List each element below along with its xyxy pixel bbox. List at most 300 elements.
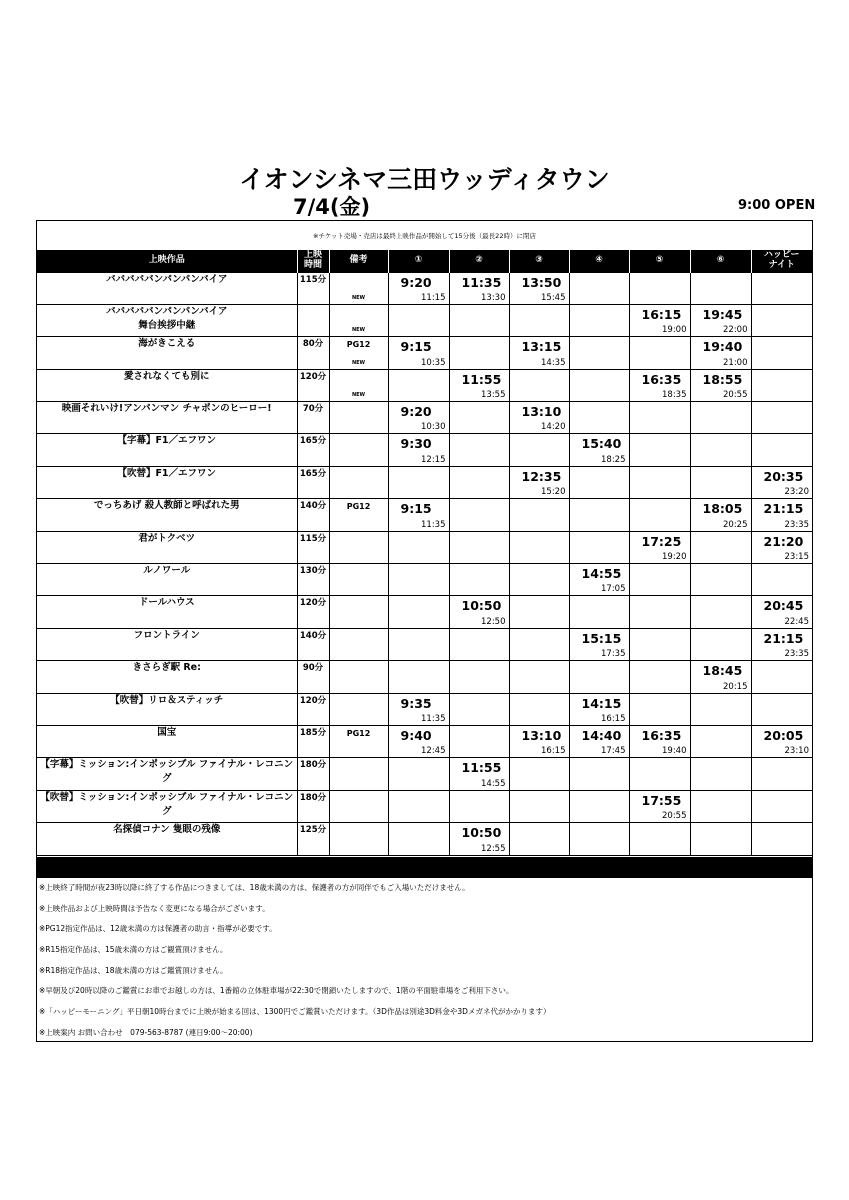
table-row bbox=[37, 596, 812, 628]
showtime-cell bbox=[388, 564, 449, 596]
showtime-cell bbox=[690, 823, 751, 855]
movie-notes bbox=[329, 693, 388, 725]
showtime-cell bbox=[509, 304, 569, 336]
showtime-cell[interactable] bbox=[751, 725, 812, 757]
showtime-cell bbox=[690, 272, 751, 304]
showtime-cell bbox=[388, 823, 449, 855]
showtime-cell bbox=[629, 272, 690, 304]
start-time: 19:40 bbox=[702, 339, 743, 355]
table-row bbox=[37, 304, 812, 336]
showtime-cell[interactable] bbox=[388, 337, 449, 369]
start-time: 18:55 bbox=[702, 371, 743, 387]
rating-badge: PG12 bbox=[346, 340, 371, 350]
start-time: 20:45 bbox=[763, 598, 804, 614]
movie-title: 【吹替】F1／エフワン bbox=[37, 466, 297, 498]
showtime-cell[interactable] bbox=[690, 499, 751, 531]
end-time: 10:35 bbox=[421, 357, 446, 368]
table-header-row bbox=[37, 250, 812, 272]
movie-notes bbox=[329, 758, 388, 790]
rating-badge: PG12 bbox=[346, 728, 371, 738]
showtime-cell bbox=[388, 628, 449, 660]
showtime-cell bbox=[449, 434, 509, 466]
footnote: ※上映作品および上映時間は予告なく変更になる場合がございます。 bbox=[39, 903, 270, 913]
showtime-cell[interactable] bbox=[751, 466, 812, 498]
start-time: 9:35 bbox=[400, 695, 432, 711]
showtime-cell bbox=[629, 402, 690, 434]
showtime-cell bbox=[569, 304, 629, 336]
showtime-cell bbox=[751, 304, 812, 336]
end-time: 12:15 bbox=[421, 454, 446, 465]
showtime-cell bbox=[629, 823, 690, 855]
header-screen-5: ⑤ bbox=[629, 250, 690, 272]
showtime-cell bbox=[629, 628, 690, 660]
showtime-cell bbox=[509, 790, 569, 822]
showtime-cell bbox=[569, 758, 629, 790]
table-row bbox=[37, 531, 812, 563]
start-time: 10:50 bbox=[461, 598, 502, 614]
showtime-cell bbox=[751, 337, 812, 369]
showtime-cell bbox=[690, 628, 751, 660]
header-screen-2: ② bbox=[449, 250, 509, 272]
start-time: 12:35 bbox=[521, 468, 562, 484]
end-time: 19:00 bbox=[662, 325, 687, 336]
showtime-cell bbox=[569, 337, 629, 369]
showtime-cell[interactable] bbox=[690, 369, 751, 401]
end-time: 13:30 bbox=[481, 292, 506, 303]
end-time: 12:50 bbox=[481, 616, 506, 627]
showtime-cell bbox=[751, 790, 812, 822]
showtime-cell[interactable] bbox=[751, 628, 812, 660]
end-time: 18:35 bbox=[662, 390, 687, 401]
movie-duration: 120分 bbox=[297, 693, 329, 725]
start-time: 9:40 bbox=[400, 727, 432, 743]
showtime-cell bbox=[449, 402, 509, 434]
showtime-cell bbox=[629, 758, 690, 790]
footnote: ※上映案内 お問い合わせ 079-563-8787 (連日9:00～20:00) bbox=[39, 1027, 253, 1037]
movie-title: 【字幕】ミッション:インポッシブル ファイナル・レコニング bbox=[37, 758, 297, 790]
showtime-cell bbox=[449, 725, 509, 757]
movie-duration: 180分 bbox=[297, 790, 329, 822]
movie-notes bbox=[329, 304, 388, 336]
showtime-cell bbox=[569, 596, 629, 628]
schedule-date: 7/4(金) bbox=[293, 195, 371, 219]
movie-duration: 90分 bbox=[297, 661, 329, 693]
start-time: 14:40 bbox=[581, 727, 622, 743]
end-time: 14:35 bbox=[541, 357, 566, 368]
showtime-cell[interactable] bbox=[509, 466, 569, 498]
end-time: 14:20 bbox=[541, 422, 566, 433]
movie-title: でっちあげ 殺人教師と呼ばれた男 bbox=[37, 499, 297, 531]
showtime-cell bbox=[690, 402, 751, 434]
movie-duration: 165分 bbox=[297, 466, 329, 498]
movie-notes bbox=[329, 628, 388, 660]
showtime-cell bbox=[751, 758, 812, 790]
showtime-cell bbox=[509, 596, 569, 628]
footnote: ※R15指定作品は、15歳未満の方はご観賞頂けません。 bbox=[39, 945, 228, 955]
movie-duration: 140分 bbox=[297, 499, 329, 531]
movie-title: バババババンパンパンバイア 舞台挨拶中継 bbox=[37, 304, 297, 336]
movie-notes bbox=[329, 823, 388, 855]
showtime-cell[interactable] bbox=[690, 337, 751, 369]
showtime-cell[interactable] bbox=[388, 499, 449, 531]
showtime-cell bbox=[449, 693, 509, 725]
start-time: 21:20 bbox=[763, 533, 804, 549]
movie-notes bbox=[329, 596, 388, 628]
footnotes bbox=[37, 883, 812, 1049]
end-time: 23:35 bbox=[784, 649, 809, 660]
movie-duration: 125分 bbox=[297, 823, 329, 855]
footnote: ※PG12指定作品は、12歳未満の方は保護者の助言・指導が必要です。 bbox=[39, 924, 277, 934]
showtime-cell[interactable] bbox=[449, 823, 509, 855]
start-time: 9:30 bbox=[400, 436, 432, 452]
end-time: 16:15 bbox=[541, 746, 566, 757]
end-time: 23:15 bbox=[784, 552, 809, 563]
start-time: 21:15 bbox=[763, 630, 804, 646]
showtime-cell bbox=[629, 693, 690, 725]
showtime-cell bbox=[751, 272, 812, 304]
end-time: 20:55 bbox=[723, 390, 748, 401]
table-row bbox=[37, 272, 812, 304]
start-time: 9:15 bbox=[400, 501, 432, 517]
store-notice: ※チケット売場・売店は最終上映作品が開始して15分後（最長22時）に閉店 bbox=[313, 232, 536, 240]
showtime-cell bbox=[690, 596, 751, 628]
showtime-cell[interactable] bbox=[569, 434, 629, 466]
showtime-cell bbox=[449, 790, 509, 822]
start-time: 13:50 bbox=[521, 274, 562, 290]
showtime-cell bbox=[388, 531, 449, 563]
showtime-cell bbox=[751, 693, 812, 725]
start-time: 17:55 bbox=[641, 792, 682, 808]
end-time: 14:55 bbox=[481, 778, 506, 789]
start-time: 16:15 bbox=[641, 306, 682, 322]
header-duration: 上映 時間 bbox=[297, 250, 329, 272]
showtime-cell bbox=[388, 661, 449, 693]
showtime-cell bbox=[388, 304, 449, 336]
page-title: イオンシネマ三田ウッディタウン bbox=[239, 165, 610, 194]
showtime-cell bbox=[690, 466, 751, 498]
showtime-cell bbox=[449, 466, 509, 498]
showtime-cell[interactable] bbox=[388, 434, 449, 466]
header-screen-3: ③ bbox=[509, 250, 569, 272]
showtime-cell bbox=[629, 596, 690, 628]
start-time: 21:15 bbox=[763, 501, 804, 517]
header-screen-4: ④ bbox=[569, 250, 629, 272]
footnote: ※上映終了時間が夜23時以降に終了する作品につきましては、18歳未満の方は、保護者の方が同伴でもご入場いただけません。 bbox=[39, 883, 470, 892]
showtime-cell[interactable] bbox=[629, 790, 690, 822]
start-time: 13:10 bbox=[521, 727, 562, 743]
movie-notes bbox=[329, 531, 388, 563]
movie-duration bbox=[297, 304, 329, 336]
end-time: 15:20 bbox=[541, 487, 566, 498]
table-row bbox=[37, 823, 812, 855]
showtime-table bbox=[37, 250, 812, 856]
showtime-cell bbox=[629, 499, 690, 531]
movie-notes bbox=[329, 725, 388, 757]
showtime-cell bbox=[509, 499, 569, 531]
showtime-cell bbox=[509, 531, 569, 563]
header-screen-6: ⑥ bbox=[690, 250, 751, 272]
showtime-cell bbox=[569, 272, 629, 304]
showtime-cell bbox=[690, 725, 751, 757]
end-time: 12:45 bbox=[421, 746, 446, 757]
movie-title: きさらぎ駅 Re: bbox=[37, 661, 297, 693]
header-title: 上映作品 bbox=[37, 250, 297, 272]
start-time: 18:05 bbox=[702, 501, 743, 517]
end-time: 20:25 bbox=[723, 519, 748, 530]
showtime-cell[interactable] bbox=[388, 725, 449, 757]
showtime-cell bbox=[629, 661, 690, 693]
end-time: 23:35 bbox=[784, 519, 809, 530]
showtime-cell[interactable] bbox=[629, 531, 690, 563]
new-badge: NEW bbox=[351, 294, 366, 301]
showtime-cell bbox=[690, 693, 751, 725]
table-row bbox=[37, 790, 812, 822]
showtime-cell[interactable] bbox=[629, 304, 690, 336]
showtime-cell bbox=[388, 466, 449, 498]
showtime-cell[interactable] bbox=[629, 369, 690, 401]
showtime-cell bbox=[629, 466, 690, 498]
showtime-cell[interactable] bbox=[569, 725, 629, 757]
showtime-cell bbox=[569, 823, 629, 855]
start-time: 13:15 bbox=[521, 339, 562, 355]
showtime-cell bbox=[449, 531, 509, 563]
showtime-cell bbox=[509, 434, 569, 466]
movie-duration: 120分 bbox=[297, 596, 329, 628]
schedule-frame bbox=[36, 220, 813, 1042]
start-time: 14:15 bbox=[581, 695, 622, 711]
movie-title: ルノワール bbox=[37, 564, 297, 596]
open-time: 9:00 OPEN bbox=[738, 198, 816, 213]
movie-title: 愛されなくても別に bbox=[37, 369, 297, 401]
end-time: 15:45 bbox=[541, 292, 566, 303]
footnote: ※「ハッピーモーニング」平日朝10時台までに上映が始まる回は、1300円でご鑑賞いただけます。（3D作品は別途3D料金や3Dメガネ代がかかります） bbox=[39, 1007, 551, 1017]
showtime-cell[interactable] bbox=[569, 628, 629, 660]
showtime-cell[interactable] bbox=[629, 725, 690, 757]
showtime-cell[interactable] bbox=[388, 693, 449, 725]
showtime-cell bbox=[690, 758, 751, 790]
start-time: 9:20 bbox=[400, 274, 432, 290]
showtime-cell[interactable] bbox=[449, 596, 509, 628]
showtime-cell bbox=[509, 758, 569, 790]
end-time: 10:30 bbox=[421, 422, 446, 433]
showtime-cell bbox=[569, 369, 629, 401]
end-time: 17:45 bbox=[601, 746, 626, 757]
table-row bbox=[37, 369, 812, 401]
movie-notes bbox=[329, 369, 388, 401]
showtime-cell bbox=[449, 564, 509, 596]
table-row bbox=[37, 564, 812, 596]
showtime-cell[interactable] bbox=[751, 596, 812, 628]
header-screen-1: ① bbox=[388, 250, 449, 272]
showtime-cell bbox=[509, 693, 569, 725]
showtime-cell bbox=[751, 823, 812, 855]
movie-title: 海がきこえる bbox=[37, 337, 297, 369]
end-time: 16:15 bbox=[601, 713, 626, 724]
start-time: 14:55 bbox=[581, 566, 622, 582]
showtime-cell[interactable] bbox=[449, 272, 509, 304]
end-time: 21:00 bbox=[723, 357, 748, 368]
showtime-cell bbox=[629, 564, 690, 596]
showtime-cell[interactable] bbox=[509, 337, 569, 369]
movie-duration: 80分 bbox=[297, 337, 329, 369]
showtime-cell[interactable] bbox=[449, 758, 509, 790]
showtime-cell[interactable] bbox=[388, 272, 449, 304]
showtime-cell bbox=[690, 434, 751, 466]
table-row bbox=[37, 725, 812, 757]
movie-notes bbox=[329, 272, 388, 304]
showtime-cell[interactable] bbox=[509, 272, 569, 304]
movie-notes bbox=[329, 466, 388, 498]
movie-title: 君がトクベツ bbox=[37, 531, 297, 563]
showtime-table-body bbox=[37, 272, 812, 855]
end-time: 11:35 bbox=[421, 519, 446, 530]
movie-duration: 185分 bbox=[297, 725, 329, 757]
start-time: 16:35 bbox=[641, 371, 682, 387]
start-time: 20:35 bbox=[763, 468, 804, 484]
showtime-cell bbox=[751, 369, 812, 401]
showtime-cell bbox=[509, 564, 569, 596]
end-time: 17:35 bbox=[601, 649, 626, 660]
rating-badge: PG12 bbox=[346, 502, 371, 512]
movie-title: 名探偵コナン 隻眼の残像 bbox=[37, 823, 297, 855]
showtime-cell bbox=[449, 337, 509, 369]
start-time: 11:55 bbox=[461, 371, 502, 387]
movie-notes bbox=[329, 402, 388, 434]
movie-notes bbox=[329, 790, 388, 822]
showtime-cell bbox=[509, 661, 569, 693]
end-time: 17:05 bbox=[601, 584, 626, 595]
new-badge: NEW bbox=[351, 392, 366, 399]
table-row bbox=[37, 499, 812, 531]
end-time: 23:20 bbox=[784, 487, 809, 498]
movie-title: 【字幕】F1／エフワン bbox=[37, 434, 297, 466]
showtime-cell bbox=[751, 402, 812, 434]
movie-notes bbox=[329, 434, 388, 466]
footnote: ※早朝及び20時以降のご鑑賞にお車でお越しの方は、1番館の立体駐車場が22:30で閉鎖いたしますので、1階の平面駐車場をご利用下さい。 bbox=[39, 986, 514, 996]
header-notes: 備考 bbox=[329, 250, 388, 272]
showtime-cell bbox=[629, 434, 690, 466]
showtime-cell[interactable] bbox=[690, 304, 751, 336]
showtime-cell bbox=[509, 369, 569, 401]
movie-duration: 165分 bbox=[297, 434, 329, 466]
start-time: 15:40 bbox=[581, 436, 622, 452]
showtime-cell bbox=[388, 790, 449, 822]
movie-duration: 180分 bbox=[297, 758, 329, 790]
movie-title: 映画それいけ!アンパンマン チャポンのヒーロー! bbox=[37, 402, 297, 434]
showtime-cell bbox=[629, 337, 690, 369]
showtime-cell bbox=[569, 402, 629, 434]
end-time: 11:35 bbox=[421, 713, 446, 724]
movie-duration: 130分 bbox=[297, 564, 329, 596]
showtime-cell bbox=[509, 628, 569, 660]
showtime-cell[interactable] bbox=[509, 725, 569, 757]
start-time: 16:35 bbox=[641, 727, 682, 743]
start-time: 20:05 bbox=[763, 727, 804, 743]
start-time: 13:10 bbox=[521, 404, 562, 420]
showtime-cell[interactable] bbox=[751, 499, 812, 531]
showtime-cell bbox=[751, 661, 812, 693]
end-time: 18:25 bbox=[601, 454, 626, 465]
showtime-cell bbox=[569, 531, 629, 563]
table-row bbox=[37, 758, 812, 790]
showtime-cell[interactable] bbox=[388, 402, 449, 434]
showtime-cell bbox=[751, 434, 812, 466]
movie-notes bbox=[329, 661, 388, 693]
end-time: 23:10 bbox=[784, 746, 809, 757]
showtime-cell[interactable] bbox=[690, 661, 751, 693]
showtime-cell bbox=[690, 531, 751, 563]
start-time: 11:35 bbox=[461, 274, 502, 290]
showtime-cell[interactable] bbox=[449, 369, 509, 401]
showtime-cell[interactable] bbox=[751, 531, 812, 563]
end-time: 20:15 bbox=[723, 681, 748, 692]
end-time: 11:15 bbox=[421, 292, 446, 303]
showtime-cell[interactable] bbox=[569, 564, 629, 596]
start-time: 19:45 bbox=[702, 306, 743, 322]
showtime-cell bbox=[569, 661, 629, 693]
movie-notes bbox=[329, 564, 388, 596]
start-time: 18:45 bbox=[702, 663, 743, 679]
showtime-cell bbox=[388, 596, 449, 628]
showtime-cell bbox=[449, 304, 509, 336]
movie-notes bbox=[329, 499, 388, 531]
table-row bbox=[37, 661, 812, 693]
showtime-cell bbox=[449, 628, 509, 660]
table-row bbox=[37, 628, 812, 660]
showtime-cell[interactable] bbox=[509, 402, 569, 434]
table-row bbox=[37, 402, 812, 434]
end-time: 19:40 bbox=[662, 746, 687, 757]
showtime-cell bbox=[751, 564, 812, 596]
showtime-cell bbox=[690, 790, 751, 822]
showtime-cell bbox=[449, 661, 509, 693]
table-row bbox=[37, 466, 812, 498]
end-time: 13:55 bbox=[481, 390, 506, 401]
showtime-cell[interactable] bbox=[569, 693, 629, 725]
movie-title: 国宝 bbox=[37, 725, 297, 757]
movie-title: 【吹替】ミッション:インポッシブル ファイナル・レコニング bbox=[37, 790, 297, 822]
movie-duration: 115分 bbox=[297, 272, 329, 304]
showtime-cell bbox=[388, 758, 449, 790]
end-time: 19:20 bbox=[662, 552, 687, 563]
movie-duration: 120分 bbox=[297, 369, 329, 401]
footnote: ※R18指定作品は、18歳未満の方はご鑑賞頂けません。 bbox=[39, 965, 228, 975]
movie-title: ドールハウス bbox=[37, 596, 297, 628]
movie-notes bbox=[329, 337, 388, 369]
table-row bbox=[37, 434, 812, 466]
movie-duration: 70分 bbox=[297, 402, 329, 434]
movie-duration: 140分 bbox=[297, 628, 329, 660]
movie-title: フロントライン bbox=[37, 628, 297, 660]
header-happy-night: ハッピー ナイト bbox=[751, 250, 812, 272]
showtime-cell bbox=[449, 499, 509, 531]
showtime-cell bbox=[569, 790, 629, 822]
table-row bbox=[37, 693, 812, 725]
start-time: 15:15 bbox=[581, 630, 622, 646]
table-row bbox=[37, 337, 812, 369]
new-badge: NEW bbox=[351, 359, 366, 366]
start-time: 17:25 bbox=[641, 533, 682, 549]
showtime-cell bbox=[569, 466, 629, 498]
new-badge: NEW bbox=[351, 327, 366, 334]
movie-duration: 115分 bbox=[297, 531, 329, 563]
end-time: 12:55 bbox=[481, 843, 506, 854]
start-time: 9:20 bbox=[400, 404, 432, 420]
movie-title: バババババンパンパンバイア bbox=[37, 272, 297, 304]
showtime-cell bbox=[690, 564, 751, 596]
showtime-cell bbox=[388, 369, 449, 401]
end-time: 22:00 bbox=[723, 325, 748, 336]
